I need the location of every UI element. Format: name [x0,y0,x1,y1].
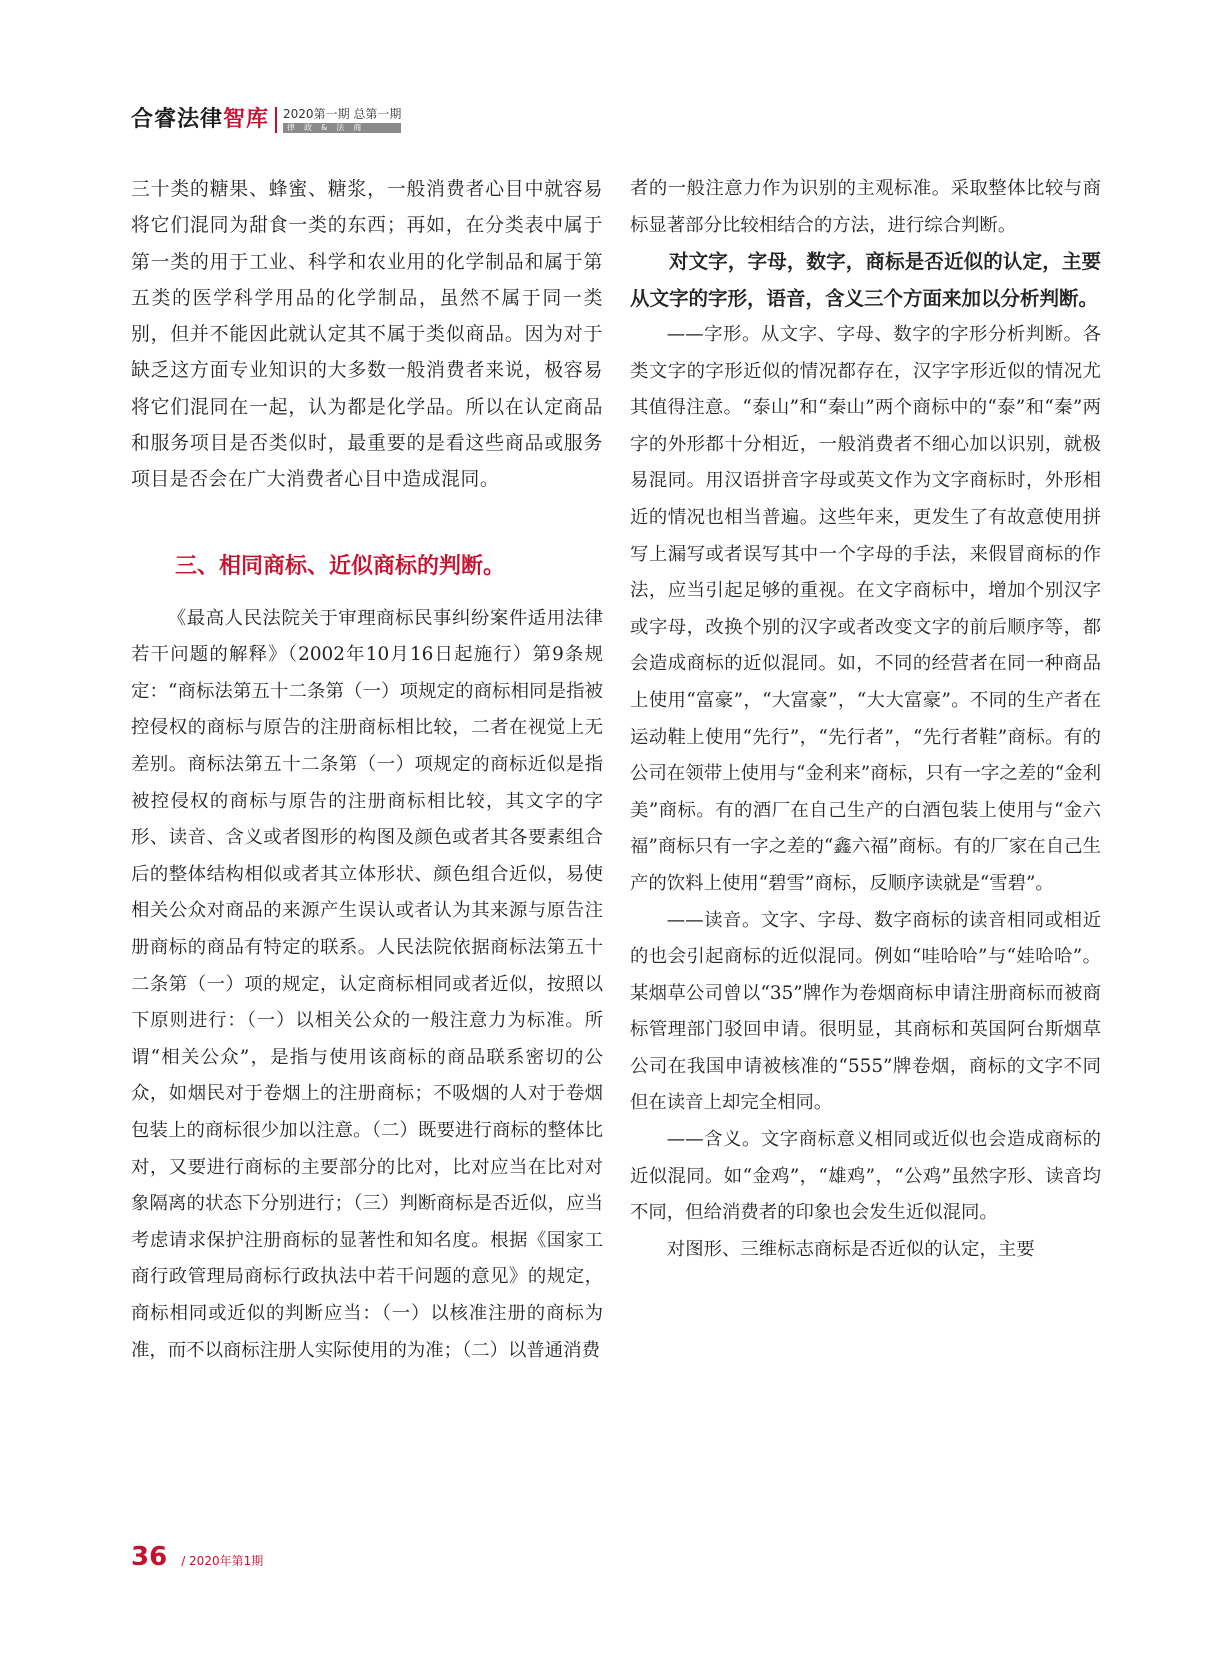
footer-issue: / 2020年第1期 [181,1554,264,1568]
brand-main: 合睿法律 [131,107,224,132]
header-divider [275,107,277,133]
page-footer [131,1542,263,1572]
paragraph-continued: 者的一般注意力作为识别的主观标准。采取整体比较与商标显著部分比较相结合的方法，进行综合判断。 [630,178,1101,236]
brand-logo [131,107,269,133]
masthead [131,103,401,133]
paragraph-meaning: ——含义。文字商标意义相同或近似也会造成商标的近似混同。如“金鸡”，“雄鸡”，“公鸡”虽然字形、读音均不同，但给消费者的印象也会发生近似混同。 [630,1129,1101,1224]
paragraph-sound: ——读音。文字、字母、数字商标的读音相同或相近的也会引起商标的近似混同。例如“哇哈哈”与“娃哈哈”。某烟草公司曾以“35”牌作为卷烟商标申请注册商标而被商标管理部门驳回申请。很明显，其商标和英国阿台斯烟草公司在我国申请被核准的“555”牌卷烟，商标的文字不同但在读音上却完全相同。 [630,909,1101,1114]
section-heading: 三、相同商标、近似商标的判断。 [175,553,506,579]
left-column [131,172,603,1369]
issue-number: 2020第一期 总第一期 [283,107,402,121]
issue-info [283,107,401,133]
brand-accent: 智库 [223,107,270,132]
page-number: 36 [131,1542,168,1572]
paragraph-shape: ——字形。从文字、字母、数字的字形分析判断。各类文字的字形近似的情况都存在，汉字字形近似的情况尤其值得注意。“泰山”和“秦山”两个商标中的“泰”和“秦”两字的外形都十分相近，一般消费者不细心加以识别，就极易混同。用汉语拼音字母或英文作为文字商标时，外形相近的情况也相当普遍。这些年来，更发生了有故意使用拼写上漏写或者误写其中一个字母的手法，来假冒商标的作法，应当引起足够的重视。在文字商标中，增加个别汉字或字母，改换个别的汉字或者改变文字的前后顺序等，都会造成商标的近似混同。如，不同的经营者在同一种商品上使用“富豪”，“大富豪”，“大大富豪”。不同的生产者在运动鞋上使用“先行”，“先行者”，“先行者鞋”商标。有的公司在领带上使用与“金利来”商标，只有一字之差的“金利美”商标。有的酒厂在自己生产的白酒包装上使用与“金六福”商标只有一字之差的“鑫六福”商标。有的厂家在自己生产的饮料上使用“碧雪”商标，反顺序读就是“雪碧”。 [630,324,1101,894]
body-paragraph: 《最高人民法院关于审理商标民事纠纷案件适用法律若干问题的解释》（2002年10月16日起施行）第9条规定：“商标法第五十二条第（一）项规定的商标相同是指被控侵权的商标与原告的注册商标相比较，二者在视觉上无差别。商标法第五十二条第（一）项规定的商标近似是指被控侵权的商标与原告的注册商标相比较，其文字的字形、读音、含义或者图形的构图及颜色或者其各要素组合后的整体结构相似或者其立体形状、颜色组合近似，易使相关公众对商品的来源产生误认或者认为其来源与原告注册商标的商品有特定的联系。人民法院依据商标法第五十二条第（一）项的规定，认定商标相同或者近似，按照以下原则进行：（一）以相关公众的一般注意力为标准。所谓“相关公众”，是指与使用该商标的商品联系密切的公众，如烟民对于卷烟上的注册商标；不吸烟的人对于卷烟包装上的商标很少加以注意。（二）既要进行商标的整体比对，又要进行商标的主要部分的比对，比对应当在比对对象隔离的状态下分别进行；（三）判断商标是否近似，应当考虑请求保护注册商标的显著性和知名度。根据《国家工商行政管理局商标行政执法中若干问题的意见》的规定，商标相同或近似的判断应当：（一）以核准注册的商标为准，而不以商标注册人实际使用的为准；（二）以普通消费 [131,607,603,1361]
continued-paragraph: 三十类的糖果、蜂蜜、糖浆，一般消费者心目中就容易将它们混同为甜食一类的东西；再如，在分类表中属于第一类的用于工业、科学和农业用的化学制品和属于第五类的医学科学用品的化学制品，虽然不属于同一类别，但并不能因此就认定其不属于类似商品。因为对于缺乏这方面专业知识的大多数一般消费者来说，极容易将它们混同在一起，认为都是化学品。所以在认定商品和服务项目是否类似时，最重要的是看这些商品或服务项目是否会在广大消费者心目中造成混同。 [131,179,603,491]
bold-paragraph: 对文字，字母，数字，商标是否近似的认定，主要从文字的字形，语音，含义三个方面来加以分析判断。 [630,250,1101,310]
right-column [630,171,1101,1268]
journal-subtitle: 律政&法商 [283,123,401,133]
paragraph-last: 对图形、三维标志商标是否近似的认定，主要 [666,1238,1035,1260]
